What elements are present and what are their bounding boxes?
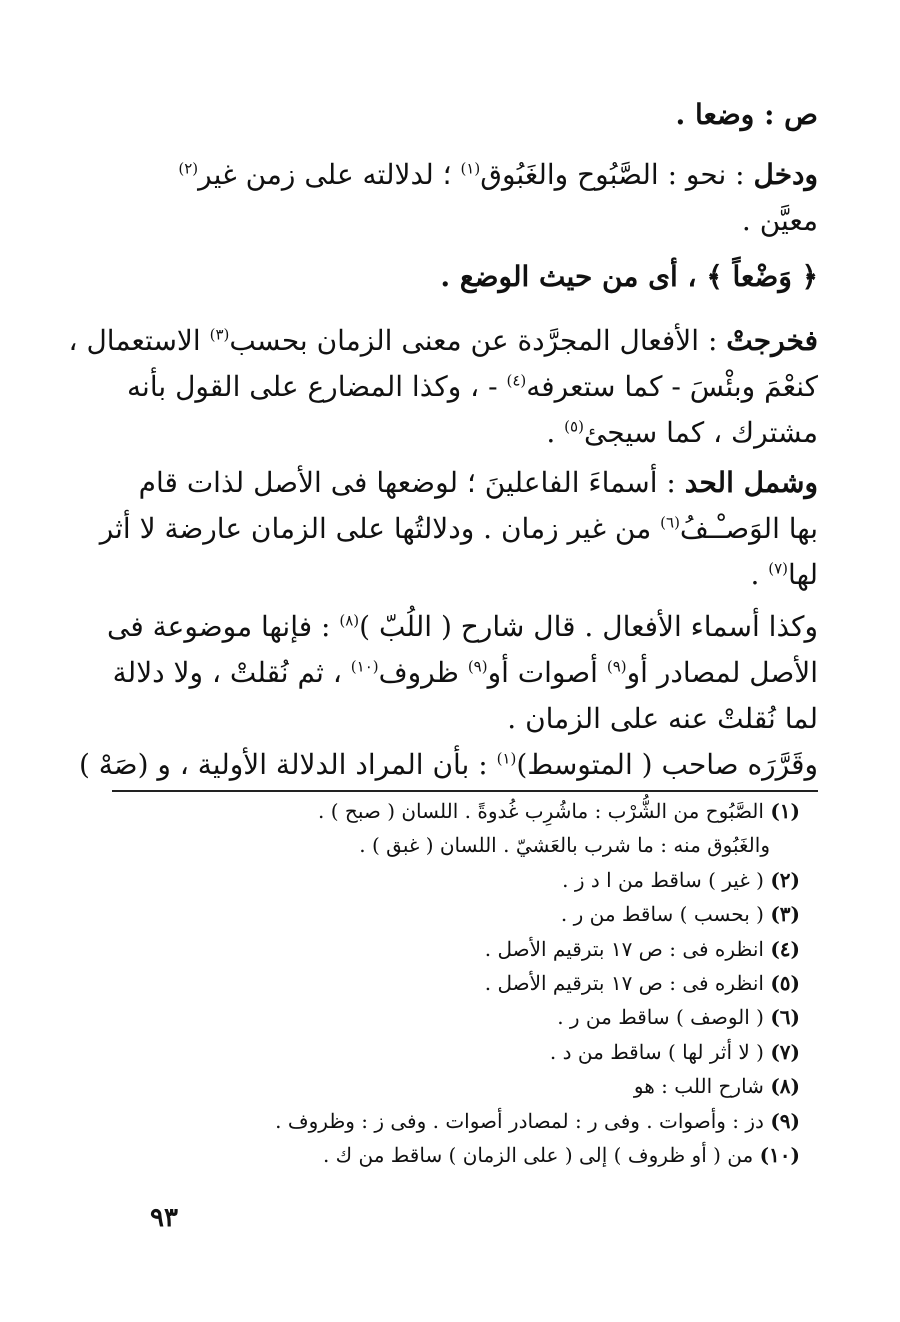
footnote — [150, 1104, 800, 1138]
paragraph-text: . — [546, 416, 565, 449]
footnote-text: والغَبُوق منه : ما شرب بالعَشيّ . اللسان ( غبق ) . — [359, 833, 770, 858]
footnote — [150, 1000, 800, 1034]
paragraph-text: ، ثم نُقلتْ ، ولا دلالة — [112, 656, 351, 689]
paragraph-text: بها الوَصـْـفُ — [679, 512, 818, 545]
paragraph-text: لها — [788, 558, 818, 591]
footnote-number: (٥) — [770, 971, 800, 996]
paragraph-asmaa-afal — [107, 604, 818, 742]
footnote-ref[interactable]: (١) — [460, 159, 481, 178]
footnote-text: الصَّبُوح من الشُّرْب : ماشُرِب غُدوةً . اللسان ( صبح ) . — [318, 799, 771, 823]
paragraph-text: : نحو : الصَّبُوح والغَبُوق — [480, 158, 754, 191]
footnote-number: (٣) — [770, 902, 800, 927]
top-fragment — [112, 92, 818, 138]
footnote-number: (٤) — [770, 936, 800, 961]
footnote-ref[interactable]: (٥) — [564, 417, 584, 436]
paragraph-text: ظروف — [378, 656, 468, 689]
footnote-text: ( بحسب ) ساقط من ر . — [560, 902, 771, 927]
footnote-ref[interactable]: (٧) — [768, 559, 789, 578]
paragraph-text: أصوات أو — [487, 656, 607, 689]
top-fragment-text: ص : وضعا . — [675, 98, 818, 131]
footnote — [150, 828, 800, 862]
paragraph-text: : فإنها موضوعة فى — [107, 610, 340, 643]
footnote — [150, 1138, 800, 1172]
footnote-text: من ( أو ظروف ) إلى ( على الزمان ) ساقط من ك . — [322, 1143, 760, 1168]
paragraph-lead: وشمل الحد — [684, 466, 818, 499]
paragraph-text: : الأفعال المجرَّدة عن معنى الزمان بحسب — [229, 324, 727, 357]
paragraph-shamal — [99, 460, 818, 598]
footnote-ref[interactable]: (٨) — [339, 611, 360, 630]
paragraph-lead: ودخل — [753, 158, 818, 191]
footnote-number: (٢) — [770, 867, 800, 892]
footnote-text: شارح اللب : هو — [633, 1074, 771, 1099]
paragraph-text: - ، وكذا المضارع على القول بأنه — [127, 370, 507, 403]
paragraph-text: لما نُقلتْ عنه على الزمان . — [507, 702, 818, 735]
footnote-number: (٩) — [770, 1108, 800, 1133]
footnote-text: انظره فى : ص ١٧ بترقيم الأصل . — [484, 936, 771, 961]
paragraph-text: معيَّن . — [741, 204, 818, 237]
footnote-number: (٧) — [770, 1039, 800, 1064]
footnote — [150, 966, 800, 1000]
footnote-ref[interactable]: (٦) — [660, 513, 680, 532]
footnote-divider — [112, 790, 818, 792]
footnote-ref[interactable]: (٤) — [506, 371, 527, 390]
paragraph-wad — [112, 254, 818, 300]
footnote — [150, 897, 800, 931]
footnotes — [150, 794, 800, 1172]
footnote-ref[interactable]: (١٠) — [350, 657, 379, 676]
footnote-text: ( الوصف ) ساقط من ر . — [557, 1005, 771, 1030]
paragraph-text: مشترك ، كما سيجئ — [583, 416, 818, 449]
footnote-number: (١٠) — [759, 1143, 800, 1168]
footnote-text: دز : وأصوات . وفى ر : لمصادر أصوات . وفى ز : وظروف . — [275, 1108, 771, 1133]
footnote — [150, 1069, 800, 1103]
paragraph-text: : أسماءَ الفاعلينَ ؛ لوضعها فى الأصل لذات قام — [138, 466, 685, 499]
paragraph-kharajat — [68, 318, 818, 456]
footnote-number: (٨) — [770, 1074, 800, 1099]
paragraph-text: من غير زمان . ودلالتُها على الزمان عارضة لا أثر — [99, 512, 661, 545]
footnote — [150, 1035, 800, 1069]
paragraph-text: كنعْمَ وبئْسَ - كما ستعرفه — [526, 370, 818, 403]
footnote-text: ( غير ) ساقط من ا د ز . — [562, 867, 771, 892]
footnote-ref[interactable]: (٣) — [209, 325, 230, 344]
paragraph-text: وقَرَّرَه صاحب ( المتوسط) — [516, 748, 818, 781]
footnote — [150, 863, 800, 897]
footnote-ref[interactable]: (٩) — [467, 657, 488, 676]
footnote-text: ( لا أثر لها ) ساقط من د . — [549, 1039, 771, 1064]
footnote — [150, 932, 800, 966]
footnote-text: انظره فى : ص ١٧ بترقيم الأصل . — [484, 971, 771, 996]
paragraph-text: الأصل لمصادر أو — [626, 656, 818, 689]
paragraph-text: ﴿ وَضْعاً ﴾ ، أى من حيث الوضع . — [440, 260, 818, 293]
paragraph-lead: فخرجتْ — [726, 324, 818, 357]
footnote — [150, 794, 800, 828]
footnote-ref[interactable]: (١) — [496, 749, 517, 768]
paragraph-text: وكذا أسماء الأفعال . قال شارح ( اللُبّ ) — [359, 610, 818, 643]
footnote-ref[interactable]: (٢) — [178, 159, 199, 178]
footnote-number: (٦) — [770, 1005, 800, 1030]
paragraph-text: الاستعمال ، — [68, 324, 210, 357]
paragraph-text: . — [750, 558, 769, 591]
footnote-number: (١) — [770, 799, 800, 823]
paragraph-qarrarah — [78, 742, 818, 788]
paragraph-text: : بأن المراد الدلالة الأولية ، و (صَهْ ) — [78, 748, 497, 781]
paragraph-dakhal — [112, 152, 818, 244]
footnote-ref[interactable]: (٩) — [606, 657, 627, 676]
page-number: ٩٣ — [150, 1203, 178, 1233]
paragraph-text: ؛ لدلالته على زمن غير — [198, 158, 461, 191]
